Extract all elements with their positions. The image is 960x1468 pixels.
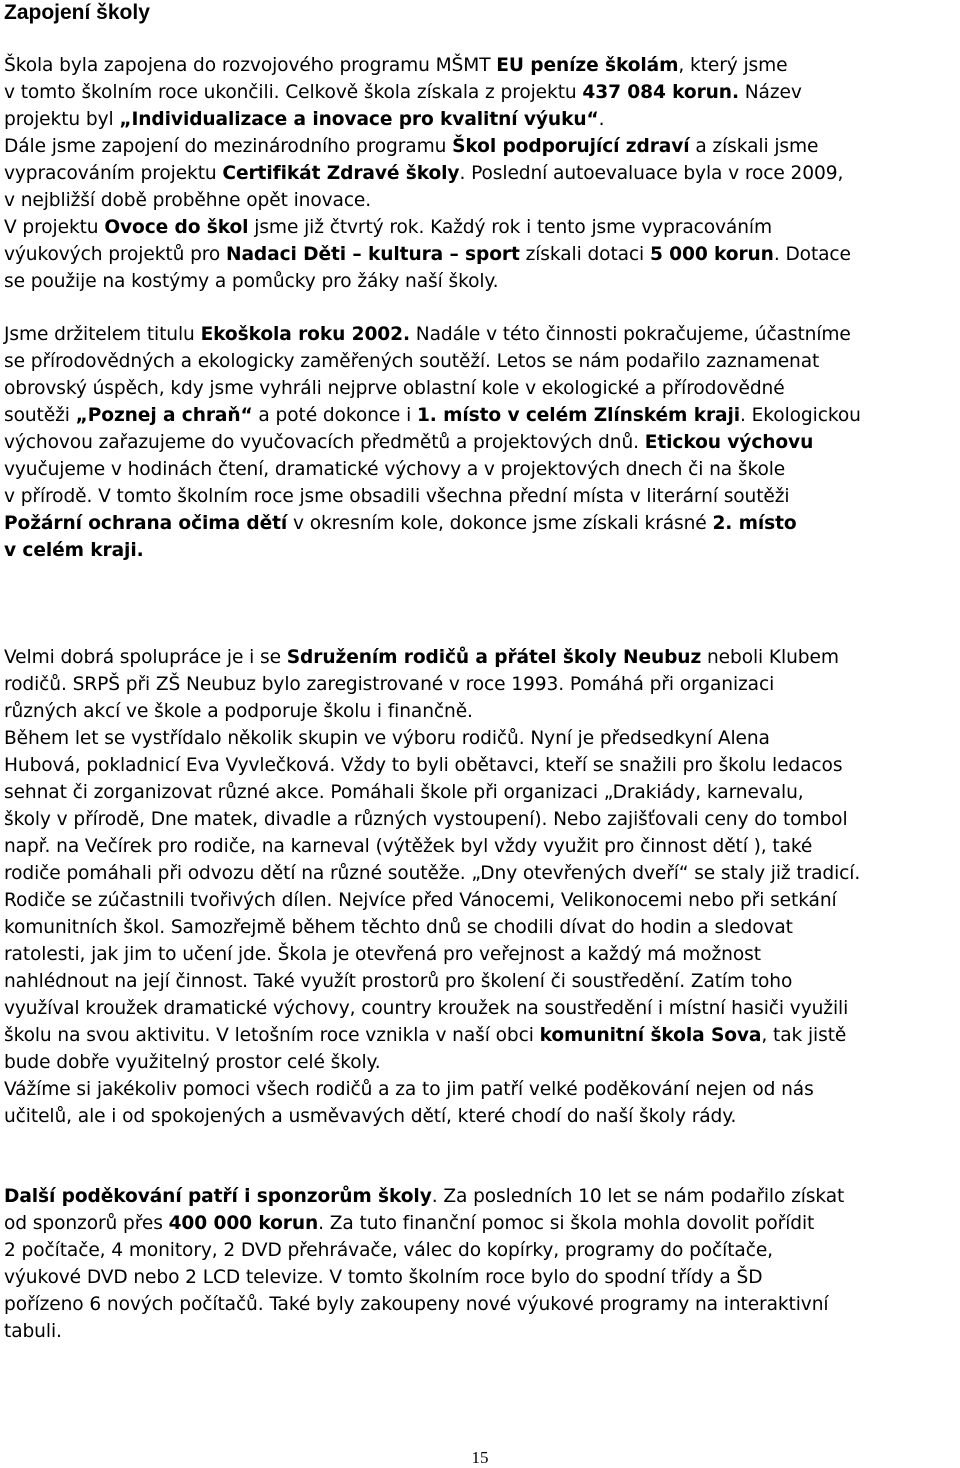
text-line	[4, 1237, 956, 1264]
text-run: . Za tuto finanční pomoc si škola mohla dovolit pořídit	[318, 1213, 815, 1234]
text-run: sehnat či zorganizovat různé akce. Pomáhali škole při organizaci „Drakiády, karnevalu,	[4, 782, 804, 803]
text-run: jsme již čtvrtý rok. Každý rok i tento jsme vypracováním	[248, 217, 772, 238]
text-run: nahlédnout na její činnost. Také využít prostorů pro školení či soustředění. Zatím toho	[4, 971, 793, 992]
text-line	[4, 1049, 956, 1076]
text-run: využíval kroužek dramatické výchovy, country kroužek na soustředění i místní hasiči využili	[4, 998, 849, 1019]
text-run: rodičů. SRPŠ při ZŠ Neubuz bylo zaregistrované v roce 1993. Pomáhá při organizaci	[4, 674, 775, 695]
page-number: 15	[471, 1448, 489, 1467]
text-line	[4, 779, 956, 806]
bold-text: 437 084 korun.	[582, 82, 739, 103]
text-line	[4, 321, 956, 348]
text-line	[4, 187, 956, 214]
text-run: pořízeno 6 nových počítačů. Také byly zakoupeny nové výukové programy na interaktivní	[4, 1294, 829, 1315]
text-run: V projektu	[4, 217, 105, 238]
bold-text: Sdružením rodičů a přátel školy Neubuz	[286, 647, 702, 668]
text-run: komunitních škol. Samozřejmě během těchto dnů se chodili dívat do hodin a sledovat	[4, 917, 793, 938]
text-line	[4, 671, 956, 698]
text-line	[4, 510, 956, 537]
text-run: . Ekologickou	[740, 405, 861, 426]
text-run: a poté dokonce i	[252, 405, 417, 426]
text-run: obrovský úspěch, kdy jsme vyhráli nejprve oblastní kole v ekologické a přírodovědné	[4, 378, 785, 399]
text-line	[4, 644, 956, 671]
text-run: Název	[738, 82, 802, 103]
text-run: . Dotace	[773, 244, 851, 265]
paragraph-school-programs	[4, 52, 956, 295]
bold-text: Nadaci Děti – kultura – sport	[226, 244, 520, 265]
text-run: , tak jistě	[761, 1025, 847, 1046]
bold-text: Etickou výchovu	[644, 432, 814, 453]
text-line	[4, 375, 956, 402]
text-line	[4, 1022, 956, 1049]
text-run: . Za posledních 10 let se nám podařilo získat	[431, 1186, 845, 1207]
text-run: Vážíme si jakékoliv pomoci všech rodičů a za to jim patří velké poděkování nejen od nás	[4, 1079, 814, 1100]
text-line	[4, 860, 956, 887]
text-run: v tomto školním roce ukončili. Celkově škola získala z projektu	[4, 82, 583, 103]
text-run: ratolesti, jak jim to učení jde. Škola je otevřená pro veřejnost a každý má možnost	[4, 944, 761, 965]
text-line	[4, 806, 956, 833]
text-line	[4, 1318, 956, 1345]
text-run: .	[598, 109, 605, 130]
bold-text: „Individualizace a inovace pro kvalitní výuku“	[119, 109, 599, 130]
bold-text: komunitní škola Sova	[539, 1025, 762, 1046]
text-run: bude dobře využitelný prostor celé školy.	[4, 1052, 381, 1073]
text-line	[4, 402, 956, 429]
text-run: např. na Večírek pro rodiče, na karneval (výtěžek byl vždy využit pro činnost dětí ), také	[4, 836, 813, 857]
text-line	[4, 1291, 956, 1318]
text-line	[4, 968, 956, 995]
text-run: od sponzorů přes	[4, 1213, 169, 1234]
text-line	[4, 1264, 956, 1291]
text-run: v přírodě. V tomto školním roce jsme obsadili všechna přední místa v literární soutěži	[4, 486, 790, 507]
bold-text: 400 000 korun	[168, 1213, 319, 1234]
text-run: se použije na kostýmy a pomůcky pro žáky naší školy.	[4, 271, 499, 292]
page-title: Zapojení školy	[4, 1, 150, 24]
text-run: Jsme držitelem titulu	[4, 324, 201, 345]
text-line	[4, 1210, 956, 1237]
text-run: různých akcí ve škole a podporuje školu i finančně.	[4, 701, 473, 722]
text-run: v nejbližší době proběhne opět inovace.	[4, 190, 372, 211]
text-run: Během let se vystřídalo několik skupin ve výboru rodičů. Nyní je předsedkyní Alena	[4, 728, 770, 749]
text-run: vyučujeme v hodinách čtení, dramatické výchovy a v projektových dnech či na škole	[4, 459, 786, 480]
text-line	[4, 52, 956, 79]
text-run: Rodiče se zúčastnili tvořivých dílen. Nejvíce před Vánocemi, Velikonocemi nebo při setkání	[4, 890, 837, 911]
text-line	[4, 133, 956, 160]
text-run: projektu byl	[4, 109, 120, 130]
text-run: neboli Klubem	[701, 647, 839, 668]
bold-text: „Poznej a chraň“	[75, 405, 253, 426]
text-run: školy v přírodě, Dne matek, divadle a různých vystoupení). Nebo zajišťovali ceny do tombol	[4, 809, 848, 830]
text-line	[4, 833, 956, 860]
text-run: a získali jsme	[689, 136, 819, 157]
text-run: se přírodovědných a ekologicky zaměřených soutěží. Letos se nám podařilo zaznamenat	[4, 351, 820, 372]
text-line	[4, 1103, 956, 1130]
text-line	[4, 106, 956, 133]
text-run: Hubová, pokladnicí Eva Vyvlečková. Vždy to byli obětavci, kteří se snažili pro školu ledacos	[4, 755, 843, 776]
paragraph-parents-association	[4, 644, 956, 1130]
text-line	[4, 752, 956, 779]
text-run: soutěži	[4, 405, 76, 426]
text-line	[4, 268, 956, 295]
text-run: výukových projektů pro	[4, 244, 226, 265]
text-line	[4, 348, 956, 375]
text-line	[4, 725, 956, 752]
text-run: tabuli.	[4, 1321, 62, 1342]
text-line	[4, 887, 956, 914]
text-run: výukové DVD nebo 2 LCD televize. V tomto školním roce bylo do spodní třídy a ŠD	[4, 1267, 763, 1288]
text-run: Velmi dobrá spolupráce je i se	[4, 647, 287, 668]
text-line	[4, 483, 956, 510]
bold-text: Požární ochrana očima dětí	[4, 513, 288, 534]
bold-text: Další poděkování patří i sponzorům školy	[4, 1186, 432, 1207]
text-run: rodiče pomáhali při odvozu dětí na různé soutěže. „Dny otevřených dveří“ se staly již tradicí.	[4, 863, 861, 884]
bold-text: Škol podporující zdraví	[452, 136, 690, 157]
text-run: , který jsme	[678, 55, 788, 76]
text-run: školu na svou aktivitu. V letošním roce vznikla v naší obci	[4, 1025, 540, 1046]
text-line	[4, 1183, 956, 1210]
bold-text: Certifikát Zdravé školy	[222, 163, 460, 184]
text-line	[4, 941, 956, 968]
text-run: v okresním kole, dokonce jsme získali krásné	[287, 513, 713, 534]
bold-text: 2. místo	[712, 513, 797, 534]
text-line	[4, 456, 956, 483]
text-run: Nadále v této činnosti pokračujeme, účastníme	[409, 324, 851, 345]
bold-text: 1. místo v celém Zlínském kraji	[416, 405, 741, 426]
text-line	[4, 914, 956, 941]
text-line	[4, 537, 956, 564]
bold-text: Ovoce do škol	[104, 217, 249, 238]
text-run: . Poslední autoevaluace byla v roce 2009,	[459, 163, 844, 184]
text-run: 2 počítače, 4 monitory, 2 DVD přehrávače, válec do kopírky, programy do počítače,	[4, 1240, 773, 1261]
text-run: vypracováním projektu	[4, 163, 223, 184]
text-run: výchovou zařazujeme do vyučovacích předmětů a projektových dnů.	[4, 432, 645, 453]
text-line	[4, 79, 956, 106]
bold-text: EU peníze školám	[496, 55, 679, 76]
text-line	[4, 1076, 956, 1103]
text-line	[4, 429, 956, 456]
text-run: Škola byla zapojena do rozvojového programu MŠMT	[4, 55, 497, 76]
paragraph-sponsors	[4, 1183, 956, 1345]
bold-text: v celém kraji.	[4, 540, 144, 561]
bold-text: 5 000 korun	[649, 244, 774, 265]
paragraph-ekoskola	[4, 321, 956, 564]
text-run: učitelů, ale i od spokojených a usměvavých dětí, které chodí do naší školy rády.	[4, 1106, 737, 1127]
text-run: získali dotaci	[519, 244, 650, 265]
text-line	[4, 241, 956, 268]
text-line	[4, 698, 956, 725]
text-line	[4, 160, 956, 187]
text-line	[4, 214, 956, 241]
bold-text: Ekoškola roku 2002.	[200, 324, 410, 345]
text-line	[4, 995, 956, 1022]
text-run: Dále jsme zapojení do mezinárodního programu	[4, 136, 453, 157]
